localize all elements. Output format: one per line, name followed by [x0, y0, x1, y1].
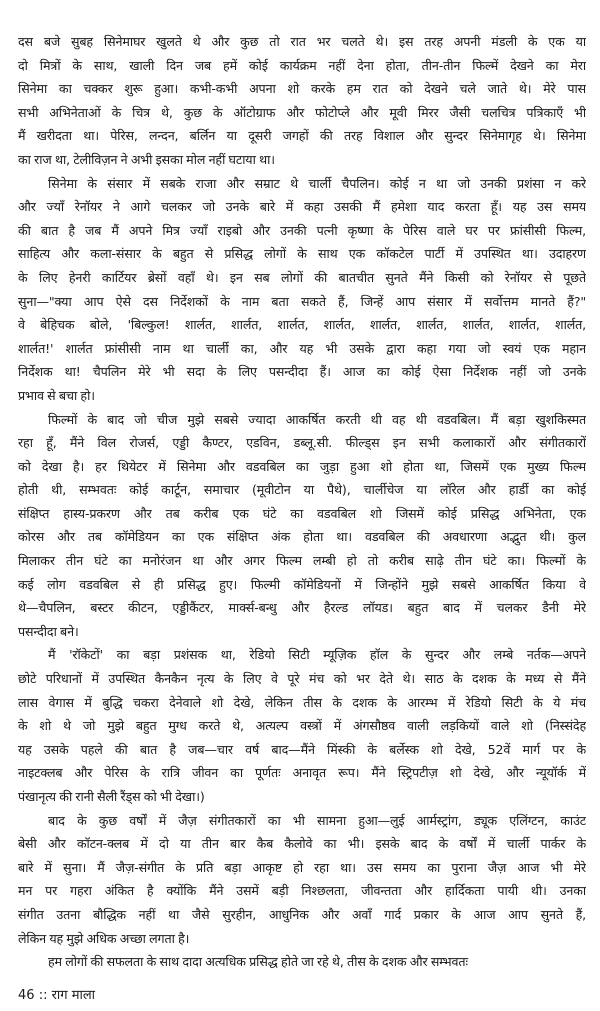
page-footer: [18, 985, 95, 1003]
text-line: फिल्मों के बाद जो चीज मुझे सबसे ज्यादा आकर्षित करती थी वह थी वडवबिल। मैं बड़ा खुशकिस्मत: [48, 411, 586, 427]
paragraph-p2: [18, 172, 586, 408]
text-line: का राज था, टेलीविज़न ने अभी इसका मोल नहीं घटाया था।: [18, 151, 275, 167]
text-line: नाइटक्लब और पेरिस के रात्रि जीवन का पूर्णतः अनावृत रूप। मैंने स्ट्रिपटीज़ शो देखे, और न्यूयॉर्क में: [18, 765, 586, 781]
text-line: लेकिन यह मुझे अधिक अच्छा लगता है।: [18, 930, 190, 946]
text-line: दस बजे सुबह सिनेमाघर खुलते थे और कुछ तो रात भर चलते थे। इस तरह अपनी मंडली के एक या: [18, 34, 586, 49]
text-line: निर्देशक था! चैपलिन मेरे भी सदा के लिए पसन्दीदा हैं। आज का कोई ऐसा निर्देशक नहीं जो उनके: [18, 364, 586, 380]
text-line: रहा हूँ, मैंने विल रोजर्स, एड्डी कैण्टर, एडविन, डब्लू.सी. फील्ड्स इन सभी कलाकारों और संगीतकारों: [18, 435, 586, 451]
text-line: वे बेहिचक बोले, 'बिल्कुल! शार्लत, शार्लत, शार्लत, शार्लत, शार्लत, शार्लत, शार्लत, शार्लत, शार्लत,: [18, 317, 586, 333]
text-line: पंखानृत्य की रानी सैली रैंड्स को भी देखा।): [18, 789, 205, 804]
text-line: संक्षिप्त हास्य-प्रकरण और तब करीब एक घंटे का वडवबिल शो जिसमें कोई प्रसिद्ध अभिनेता, एक: [18, 505, 586, 521]
text-line: सिनेमा के संसार में सबके राजा और सम्राट थे चार्ली चैपलिन। कोई न था जो उनकी प्रशंसा न करे: [48, 175, 586, 191]
text-line: मन पर गहरा अंकित है क्योंकि मैंने उसमें बड़ी निश्छलता, जीवन्तता और हार्दिकता पायी थी। उनका: [18, 883, 586, 899]
text-line: मैं खरीदता था। पेरिस, लन्दन, बर्लिन या दूसरी जगहों की तरह विशाल और सुन्दर सिनेमागृह थे। सिनेमा: [18, 128, 586, 144]
paragraph-p5: [18, 809, 586, 951]
text-line: होती थी, सम्भवतः कोई कार्टून, समाचार (मूवीटोन या पैथे), चार्लीचेज या लॉरेल और हार्डी का कोई: [18, 482, 586, 498]
text-line: को देखा है। हर थियेटर में सिनेमा और वडवबिल का जुड़ा हुआ शो होता था, जिसमें एक मुख्य फिल्म: [18, 458, 586, 474]
text-line: कोरस और तब कॉमेडियन का एक संक्षिप्त अंक होता था। वडवबिल की अवधारणा अद्भुत थी। कुल: [18, 529, 586, 545]
text-line: और ज्याँ रेनॉयर ने आगे चलकर जो उनके बारे में कहा उसकी मैं हमेशा याद करता हूँ। यह उस समय: [18, 199, 586, 215]
footer-separator: ::: [38, 988, 48, 1003]
text-line: पसन्दीदा बने।: [18, 623, 79, 639]
text-line: साहित्य और कला-संसार के बहुत से प्रसिद्ध लोगों के साथ एक कॉकटेल पार्टी में उपस्थित था। उदाहरण: [18, 246, 586, 262]
text-line: प्रभाव से बचा हो।: [18, 387, 95, 403]
text-line: बारे में सुना। मैं जैज़-संगीत के प्रति बड़ा आकृष्ट हो रहा था। उस समय का पुराना जैज़ आज भी मेरे: [18, 859, 586, 875]
text-line: संगीत उतना बौद्धिक नहीं था जैसे सुरहीन, आधुनिक और अवाँ गार्द प्रकार के आज आप सुनते हैं,: [18, 906, 586, 922]
text-line: बाद के कुछ वर्षों में जैज़ संगीतकारों का भी सामना हुआ—लुई आर्मस्ट्रांग, ड्यूक एलिंग्टन, काउंट: [48, 812, 586, 828]
text-line: छोटे परिधानों में उपस्थित कैनकैन नृत्य के लिए वे पूरे मंच को भर देते थे। साठ के दशक के मध्य से मैंने: [18, 671, 586, 687]
text-line: थे—चैपलिन, बस्टर कीटन, एड्डीकैंटर, मार्क्स-बन्धु और हैरल्ड लॉयड। बहुत बाद में चलकर डैनी मेरे: [18, 600, 586, 616]
text-line: की बात है जब मैं अपने मित्र ज्याँ राइबो और उनकी पत्नी कृष्णा के पेरिस वाले घर पर फ्रांसीसी फिल्म,: [18, 222, 586, 238]
paragraph-p3: [18, 408, 586, 644]
paragraph-p4: [18, 643, 586, 808]
text-line: सभी अभिनेताओं के चित्र थे, कुछ के ऑटोग्राफ और फोटोप्ले और मूवी मिरर जैसी चलचित्र पत्रिकाएँ भी: [18, 104, 586, 120]
text-line: मैं 'रॉकेटों' का बड़ा प्रशंसक था, रेडियो सिटी म्यूज़िक हॉल के सुन्दर और लम्बे नर्तक—अपने: [48, 647, 586, 663]
body-text: [18, 30, 586, 974]
text-line: बेसी और कॉटन-क्लब में दो या तीन बार कैब कैलोवे का भी। इसके बाद के वर्षों में चार्ली पार्कर के: [18, 836, 586, 852]
text-line: कई लोग वडवबिल से ही प्रसिद्ध हुए। फिल्मी कॉमेडियनों में जिन्होंने मुझे सबसे आकर्षित किया वे: [18, 576, 586, 592]
text-line: सिनेमा का चक्कर शुरू हुआ। कभी-कभी अपना शो करके हम रात को देखने चले जाते थे। मेरे पास: [18, 81, 586, 97]
text-line: शार्लत!' शार्लत फ्रांसीसी नाम था चार्ली का, और यह भी उसके द्वारा कहा गया जो स्वयं एक महान: [18, 340, 586, 356]
text-line: लास वेगास में बुद्धि चकरा देनेवाले शो देखे, लेकिन तीस के दशक के आरम्भ में रेडियो सिटी के ये मंच: [18, 694, 586, 710]
text-line: दो मित्रों के साथ, खाली दिन जब हमें कोई कार्यक्रम नहीं देना होता, तीन-तीन फिल्में देखने का मेरा: [18, 57, 586, 73]
text-line: मिलाकर तीन घंटे का मनोरंजन था और अगर फिल्म लम्बी हो तो करीब साढ़े तीन घंटे का। फिल्मों के: [18, 553, 586, 569]
page-number: 46: [18, 988, 35, 1003]
paragraph-p1: [18, 30, 586, 172]
book-title: राग माला: [51, 988, 96, 1003]
text-line: के शो थे जो मुझे बहुत मुग्ध करते थे, अत्यल्प वस्त्रों में अंगसौष्ठव वाली लड़कियों वाले शो (निस्संदेह: [18, 718, 586, 734]
text-line: हम लोगों की सफलता के साथ दादा अत्यधिक प्रसिद्ध होते जा रहे थे, तीस के दशक और सम्भवतः: [48, 954, 468, 970]
text-line: सुना—"क्या आप ऐसे दस निर्देशकों के नाम बता सकते हैं, जिन्हें आप संसार में सर्वोत्तम मानते हैं?": [18, 293, 586, 309]
text-line: यह उसके पहले की बात है जब—चार वर्ष बाद—मैंने मिंस्की के बर्लेस्क शो देखे, 52वें मार्ग पर के: [18, 741, 586, 757]
text-line: के लिए हेनरी कार्टियर ब्रेसों वहाँ थे। इन सब लोगों की बातचीत सुनते मैंने किसी को रेनॉयर से पूछते: [18, 269, 586, 285]
paragraph-p6: [18, 950, 586, 974]
